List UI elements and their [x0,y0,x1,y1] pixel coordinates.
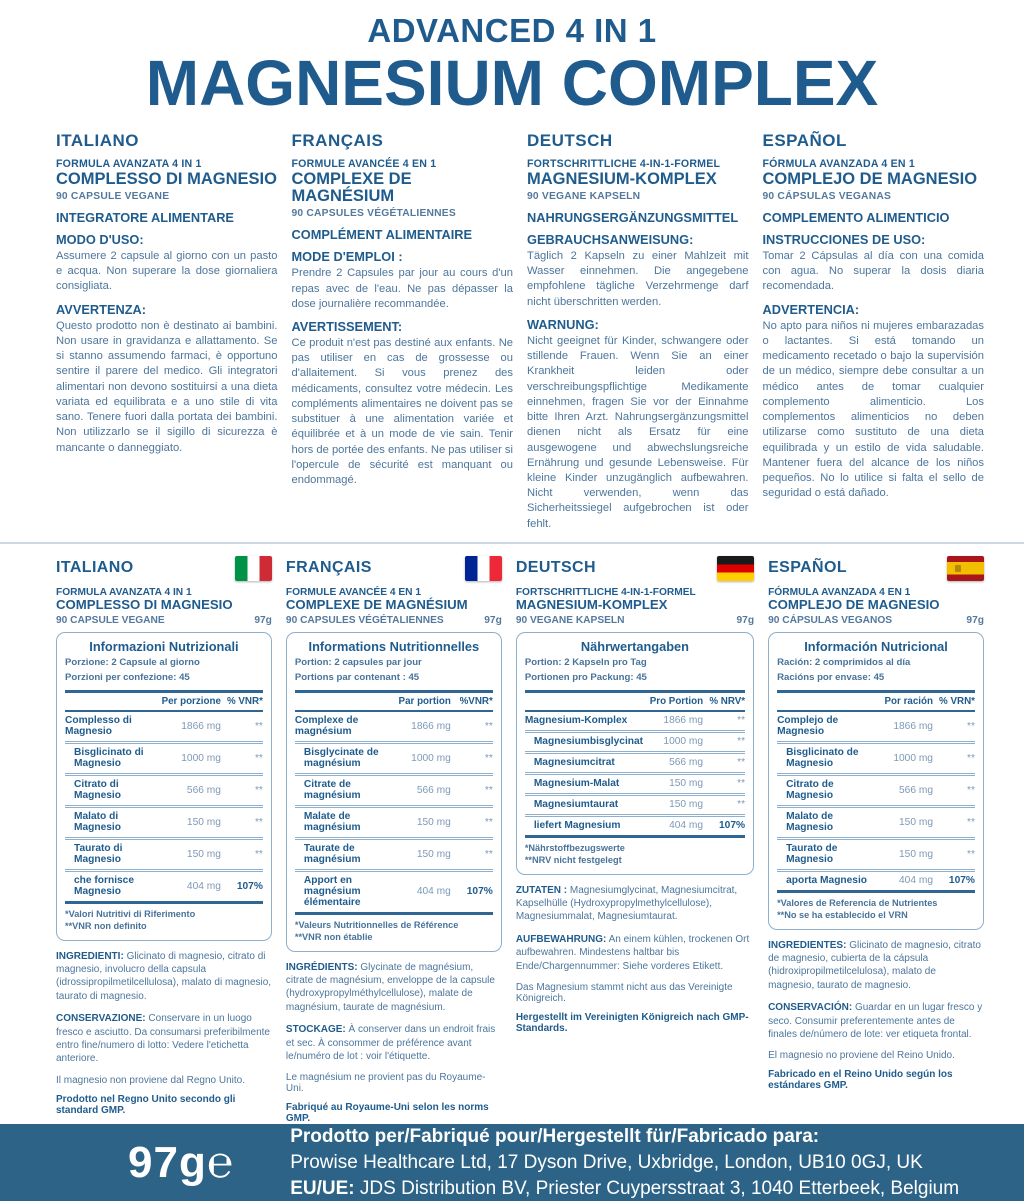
warning-text: Nicht geeignet für Kinder, schwangere oder stillende Frauen. Wenn Sie an einer Krankheit leiden oder verschreibungspflichtige Medikamente einnehmen, fragen Sie vor der Einnahme bitte Ihren Arzt. Nahrungsergänzungsmittel dienen nicht als Ersatz für eine ausgewogene und abwechslungsreiche Ernährung und gesunde Lebensweise. Für kleine Kinder unzugänglich aufbewahren. Nicht verwenden, wenn das Sicherheitssiegel aufgebrochen ist oder fehlt. [527,334,749,530]
capsule-count: 90 CÁPSULAS VEGANAS [762,190,892,202]
nutrient-label: Taurato di Magnesio [74,843,123,866]
nutrient-row [525,712,745,733]
nutrient-nrv: ** [967,720,975,732]
formula-label: FORMULE AVANCÉE 4 EN 1 [291,157,437,170]
nutrient-label: Citrate de magnésium [303,779,361,802]
net-weight-small: 97g [966,614,984,626]
nutrient-label: Bisglicinato de Magnesio [786,747,859,770]
nutrient-row [777,776,975,808]
bottom-language-column [516,556,754,1124]
language-title: DEUTSCH [515,559,596,577]
footnote-nrv-not-established: **VNR non établie [294,932,373,943]
nutrient-label: Citrato di Magnesio [74,779,121,802]
nutrient-label: Bisglycinate de magnésium [303,747,379,770]
ingredients-text: Glycinate de magnésium, citrate de magnésium, enveloppe de la capsule (hydroxypropylméthylcellulose), malate de magnésium, taurate de magnésium. [285,961,495,1013]
nutrient-row [295,808,493,840]
nutrition-table-header [65,690,263,712]
footer-address-block [290,1124,959,1201]
gmp-note: Fabriqué au Royaume-Uni selon les norms GMP. [285,1102,489,1125]
section-divider [0,542,1024,544]
nutrient-amount: 566 mg [669,757,704,769]
gmp-note: Hergestellt im Vereinigten Königreich nach GMP-Standards. [515,1011,749,1034]
supplement-type: COMPLEMENTO ALIMENTICIO [762,209,950,225]
gmp-note: Fabricado en el Reino Unido según los estándares GMP. [768,1069,953,1092]
usage-text: Prendre 2 Capsules par jour au cours d'un repas avec de l'eau. Ne pas dépasser la dose journalière recommandée. [291,267,513,310]
table-footnotes [525,842,745,867]
capsule-count: 90 VEGANE KAPSELN [515,614,625,626]
nrv-column-header: % VRN* [939,695,975,707]
language-title: DEUTSCH [527,130,613,150]
nutrient-nrv: ** [484,848,493,860]
capsule-weight-row [56,615,272,626]
formula-label: FORMULE AVANCÉE 4 EN 1 [285,586,421,598]
ingredients-paragraph [516,884,754,924]
language-title: ITALIANO [56,130,140,150]
language-header-row [56,556,272,581]
servings-per-container: Portionen pro Packung: 45 [524,672,647,684]
nutrient-label: Malato de Magnesio [786,811,834,834]
formula-label: FÓRMULA AVANZADA 4 EN 1 [762,157,916,170]
supplement-type: COMPLÉMENT ALIMENTAIRE [291,227,473,243]
storage-text: À conserver dans un endroit frais et sec. À consommer de préférence avant le/numéro de lot : voir l'étiquette. [285,1024,496,1062]
nutrient-row [525,775,745,796]
product-name: COMPLEXE DE MAGNÉSIUM [291,169,412,205]
nutrient-amount: 1866 mg [893,720,933,732]
nutrient-label: Complesso di Magnesio [65,715,132,738]
warning-text: Ce produit n'est pas destiné aux enfants. Ne pas utiliser en cas de grossesse ou d'allaitement. Si vous prenez des médicaments, consultez votre médecin. Les compléments alimentaires ne doivent pas se substituer à une alimentation variée et équilibrée et à un mode de vie sain. Tenir hors de portée des enfants. Ne pas utiliser si l'opercule de sécurité est manquant ou endommagé. [291,336,513,487]
nutrient-amount: 566 mg [186,784,221,796]
usage-heading: INSTRUCCIONES DE USO: [762,231,926,247]
language-title: FRANÇAIS [291,130,384,150]
nutrient-label: Complejo de Magnesio [777,715,839,738]
usage-text: Assumere 2 capsule al giorno con un pasto e acqua. Non superare la dose giornaliera consigliata. [56,249,278,293]
nutrition-table-title: Información Nutricional [804,638,948,654]
formula-label: FÓRMULA AVANZADA 4 EN 1 [768,586,911,598]
servings-per-container: Portions par contenant : 45 [294,672,420,684]
language-title: ESPAÑOL [762,130,847,150]
nutrition-table-title: Informazioni Nutrizionali [89,638,239,654]
capsule-weight-row [516,615,754,626]
nutrition-table [516,632,754,875]
footer-eu-label: EU/UE: [290,1177,355,1199]
top-language-column [292,131,514,532]
product-name: COMPLEJO DE MAGNESIO [762,169,978,188]
storage-label: CONSERVACIÓN: [768,1002,853,1014]
nutrient-amount: 1000 mg [893,752,933,764]
nutrient-label: Magnesiumcitrat [533,757,615,769]
ingredients-text: Glicinato de magnesio, citrato de magnesio, cubierta de la cápsula (hidroxipropilmetilcelulosa), malato de magnesio, taurato de magnesio. [768,939,981,991]
origin-note: Das Magnesium stammt nicht aus das Vereinigte Königreich. [515,981,733,1004]
nrv-column-header: % NRV* [709,695,746,707]
footer-made-for: Prodotto per/Fabriqué pour/Hergestellt für/Fabricado para: [290,1126,820,1148]
nutrient-nrv: ** [484,752,493,764]
product-name: COMPLEXE DE MAGNÉSIUM [285,596,468,612]
storage-label: STOCKAGE: [285,1024,346,1036]
top-language-column [527,131,749,532]
nutrient-amount: 150 mg [416,816,451,828]
nutrient-row [777,840,975,872]
nutrient-row [525,754,745,775]
nutrition-table [768,632,984,930]
nutrient-row [65,712,263,744]
top-language-column [56,131,278,532]
language-header-row [516,556,754,581]
product-name: COMPLESSO DI MAGNESIO [56,169,277,188]
nutrient-row-total [65,872,263,904]
gmp-note: Prodotto nel Regno Unito secondo gli standard GMP. [56,1093,236,1116]
language-header-row [286,556,502,581]
ingredients-text: Glicinato di magnesio, citrato di magnesio, involucro della capsula (idrossipropilmetilcellulosa), malato di magnesio, taurato di magnesio. [56,950,272,1002]
warning-text: No apto para niños ni mujeres embarazadas o lactantes. Si está tomando un medicamento recetado o bajo la supervisión de un médico, siempre debe consultar a un médico antes de tomar cualquier complemento alimenticio. Los complementos alimenticios no deben utilizarse como sustituto de una dieta equilibrada y un estilo de vida saludable. Mantener fuera del alcance de los niños pequeños. No lo utilice si falta el sello de seguridad o está dañado. [762,319,984,500]
language-title: FRANÇAIS [285,559,372,577]
nutrient-nrv: ** [737,715,746,727]
serving-size: Portion: 2 Kapseln pro Tag [524,656,647,668]
nutrient-amount: 1000 mg [181,752,221,764]
nutrient-amount: 566 mg [416,784,451,796]
nutrient-amount: 150 mg [186,848,221,860]
amount-column-header: Par portion [398,695,451,707]
nutrient-nrv: 107% [719,820,746,832]
amount-column-header: Pro Portion [649,695,704,707]
nutrient-label: Complexe de magnésium [294,715,359,738]
storage-paragraph [768,1001,984,1041]
ingredients-label: INGRÉDIENTS: [285,961,358,973]
nutrition-table-header [525,690,745,712]
formula-label: FORTSCHRITTLICHE 4-IN-1-FORMEL [527,157,721,170]
origin-note: El magnesio no proviene del Reino Unido. [768,1050,955,1062]
nutrition-section [0,556,1024,1124]
nutrient-row [295,840,493,872]
nutrient-nrv: ** [737,757,746,769]
nutrient-nrv: ** [484,720,493,732]
nutrient-label: Taurato de Magnesio [786,843,838,866]
footnote-reference-values: *Valeurs Nutritionnelles de Référence [294,919,459,930]
nutrient-nrv: 107% [466,886,493,898]
nutrition-table [56,632,272,941]
nutrient-row [295,776,493,808]
nutrient-row-total [525,817,745,838]
spain-flag-icon [947,556,984,581]
nutrient-label: aporta Magnesio [786,875,868,887]
product-name: COMPLESSO DI MAGNESIO [56,596,233,612]
table-footnotes [295,919,493,944]
nutrient-amount: 404 mg [899,875,933,887]
nutrient-label: Magnesium-Malat [533,778,620,790]
ingredients-paragraph [56,950,272,1004]
footnote-reference-values: *Valori Nutritivi di Riferimento [65,908,196,919]
nutrient-row-total [777,872,975,893]
nutrient-amount: 566 mg [899,784,933,796]
nutrient-nrv: ** [737,799,746,811]
france-flag-icon [465,556,502,581]
nutrient-amount: 1866 mg [663,715,704,727]
capsule-weight-row [768,615,984,626]
amount-column-header: Per porzione [161,695,221,707]
nutrient-label: Malato di Magnesio [74,811,121,834]
servings-per-container: Racións por envase: 45 [777,672,885,684]
amount-column-header: Por ración [884,695,933,707]
nutrient-nrv: ** [737,736,746,748]
nutrient-row [65,840,263,872]
origin-note: Le magnésium ne provient pas du Royaume-Uni. [285,1072,486,1095]
nutrient-amount: 1866 mg [411,720,451,732]
nutrient-nrv: 107% [236,880,263,892]
footnote-nrv-not-established: **No se ha establecido el VRN [777,910,908,921]
usage-heading: MODO D'USO: [56,231,144,247]
footer [0,1124,1024,1201]
ingredients-label: INGREDIENTES: [768,939,847,951]
formula-label: FORMULA AVANZATA 4 IN 1 [56,157,202,170]
footnote-nrv-not-established: **NRV nicht festgelegt [524,855,622,866]
header-subtitle: ADVANCED 4 IN 1 [367,12,657,49]
supplement-type: INTEGRATORE ALIMENTARE [56,209,234,225]
storage-label: AUFBEWAHRUNG: [515,933,607,945]
nutrition-table-title: Nährwertangaben [580,638,689,654]
product-name: MAGNESIUM-KOMPLEX [515,596,668,612]
nutrition-table-header [295,690,493,712]
bottom-language-column [768,556,984,1124]
ingredients-label: INGREDIENTI: [56,950,124,962]
storage-label: CONSERVAZIONE: [56,1013,146,1025]
nutrient-row [295,744,493,776]
storage-paragraph [56,1012,272,1066]
nutrient-row [777,808,975,840]
footnote-reference-values: *Valores de Referencia de Nutrientes [777,897,938,908]
net-weight-small: 97g [254,614,272,626]
footer-address-uk: Prowise Healthcare Ltd, 17 Dyson Drive, Uxbridge, London, UB10 0GJ, UK [290,1151,923,1173]
storage-text: Guardar en un lugar fresco y seco. Consumir preferentemente antes de finales de/número de lote: ver etiqueta frontal. [768,1002,983,1040]
warning-heading: AVERTISSEMENT: [291,318,403,334]
bottom-language-column [286,556,502,1124]
nutrient-row [525,796,745,817]
nutrient-nrv: ** [254,816,263,828]
nutrient-amount: 150 mg [899,848,933,860]
nutrient-label: Magnesium-Komplex [524,715,628,727]
nutrient-nrv: ** [484,784,493,796]
nutrient-amount: 150 mg [186,816,221,828]
ingredients-paragraph [768,939,984,993]
italy-flag-icon [235,556,272,581]
language-title: ESPAÑOL [768,559,848,577]
serving-size: Ración: 2 comprimidos al día [777,656,911,668]
bottom-language-column [56,556,272,1124]
nutrient-nrv: ** [967,752,975,764]
capsule-count: 90 CAPSULE VEGANE [56,614,165,626]
usage-heading: GEBRAUCHSANWEISUNG: [527,231,694,247]
warning-heading: ADVERTENCIA: [762,301,860,317]
warning-text: Questo prodotto non è destinato ai bambini. Non usare in gravidanza e allattamento. Se si stanno assumendo farmaci, è opportuno sentire il parere del medico. Gli integratori alimentari non devono sostituirsi a una dieta variata ed equilibrata e a uno stile di vita sano. Tenere fuori dalla portata dei bambini. Non utilizzarlo se il sigillo di sicurezza è mancante o danneggiato. [56,319,278,454]
usage-heading: MODE D'EMPLOI : [291,249,403,265]
nutrient-nrv: ** [967,784,975,796]
ingredients-label: ZUTATEN : [515,884,568,896]
nutrient-row [65,776,263,808]
nutrient-label: Magnesiumtaurat [533,799,619,811]
footer-address-eu: JDS Distribution BV, Priester Cuypersstraat 3, 1040 Etterbeek, Belgium [359,1177,960,1199]
ingredients-text: Magnesiumglycinat, Magnesiumcitrat, Kapselhülle (Hydroxypropylmethylcellulose), Magnesiummalat, Magnesiumtaurat. [515,884,738,923]
capsule-count: 90 CÁPSULAS VEGANOS [768,614,893,626]
nutrient-label: Citrato de Magnesio [786,779,834,802]
nutrient-row-total [295,872,493,915]
net-weight-small: 97g [484,614,502,626]
nutrient-row [65,808,263,840]
storage-paragraph [516,933,754,973]
nutrient-nrv: ** [254,720,263,732]
nutrient-label: Bisglicinato di Magnesio [74,747,144,770]
product-name: COMPLEJO DE MAGNESIO [768,596,940,612]
germany-flag-icon [717,556,754,581]
nutrition-table [286,632,502,952]
net-weight-small: 97g [736,614,755,626]
nutrient-label: liefert Magnesium [533,820,621,832]
table-footnotes [65,908,263,933]
ingredients-paragraph [286,961,502,1015]
nrv-column-header: % VNR* [226,695,263,707]
nutrient-nrv: ** [254,752,263,764]
nutrient-nrv: ** [967,848,975,860]
language-title: ITALIANO [56,559,134,577]
nutrient-nrv: ** [254,784,263,796]
capsule-count: 90 CAPSULES VÉGÉTALIENNES [291,208,456,220]
nutrient-amount: 404 mg [669,820,704,832]
footer-address-eu-line [290,1176,959,1201]
nutrient-label: Taurate de magnésium [303,843,361,866]
nutrient-row [777,744,975,776]
warning-heading: WARNUNG: [527,316,599,332]
formula-label: FORTSCHRITTLICHE 4-IN-1-FORMEL [515,586,696,598]
nutrient-nrv: ** [967,816,975,828]
nutrient-row [777,712,975,744]
nutrient-row [525,733,745,754]
capsule-count: 90 VEGANE KAPSELN [527,190,641,202]
capsule-count: 90 CAPSULE VEGANE [56,190,170,202]
nutrient-amount: 150 mg [669,778,704,790]
nutrient-label: Magnesiumbisglycinat [533,736,644,748]
product-name: MAGNESIUM-KOMPLEX [527,169,717,188]
usage-text: Täglich 2 Kapseln zu einer Mahlzeit mit Wasser einnehmen. Die angegebene empfohlene tägliche Verzehrmenge darf nicht überschritten werden. [527,249,749,308]
footnote-reference-values: *Nährstoffbezugswerte [524,842,625,853]
nutrient-label: Malate de magnésium [303,811,361,834]
servings-per-container: Porzioni per confezione: 45 [65,672,190,684]
nutrient-nrv: ** [254,848,263,860]
top-language-section [0,131,1024,532]
nutrition-table-title: Informations Nutritionnelles [308,638,480,654]
top-language-column [763,131,985,532]
serving-size: Portion: 2 capsules par jour [294,656,422,668]
language-header-row [768,556,984,581]
nutrient-amount: 1000 mg [663,736,704,748]
storage-text: Conservare in un luogo fresco e asciutto. Da consumarsi preferibilmente entro fine/numero di lotto: Vedere l'etichetta anteriore. [56,1013,270,1065]
table-footnotes [777,897,975,922]
net-weight: 97g℮ [128,1137,235,1187]
header [0,0,1024,119]
page-title: MAGNESIUM COMPLEX [145,46,879,119]
warning-heading: AVVERTENZA: [56,301,147,317]
nutrient-row [65,744,263,776]
capsule-weight-row [286,615,502,626]
nutrient-amount: 150 mg [899,816,933,828]
nutrition-table-header [777,690,975,712]
nutrient-label: Apport en magnésium élémentaire [303,875,361,909]
formula-label: FORMULA AVANZATA 4 IN 1 [56,586,192,598]
nutrient-nrv: ** [737,778,746,790]
nutrient-row [295,712,493,744]
nutrient-amount: 404 mg [186,880,221,892]
footnote-nrv-not-established: **VNR non definito [65,921,147,932]
capsule-count: 90 CAPSULES VÉGÉTALIENNES [285,614,444,626]
usage-text: Tomar 2 Cápsulas al día con una comida con agua. No superar la dosis diaria recomendada. [762,249,984,293]
nutrient-label: che fornisce Magnesio [74,875,135,898]
nutrient-amount: 404 mg [416,886,451,898]
nrv-column-header: %VNR* [459,695,493,707]
nutrient-nrv: ** [484,816,493,828]
storage-paragraph [286,1023,502,1063]
nutrient-nrv: 107% [948,875,975,887]
nutrient-amount: 150 mg [669,799,704,811]
nutrient-amount: 1866 mg [181,720,221,732]
origin-note: Il magnesio non proviene dal Regno Unito. [56,1074,246,1086]
nutrient-amount: 1000 mg [411,752,451,764]
storage-text: An einem kühlen, trockenen Ort aufbewahren. Mindestens haltbar bis Ende/Chargennummer: Siehe vorderes Etikett. [515,933,750,972]
nutrient-amount: 150 mg [416,848,451,860]
serving-size: Porzione: 2 Capsule al giorno [65,656,200,668]
supplement-type: NAHRUNGSERGÄNZUNGSMITTEL [527,209,739,225]
